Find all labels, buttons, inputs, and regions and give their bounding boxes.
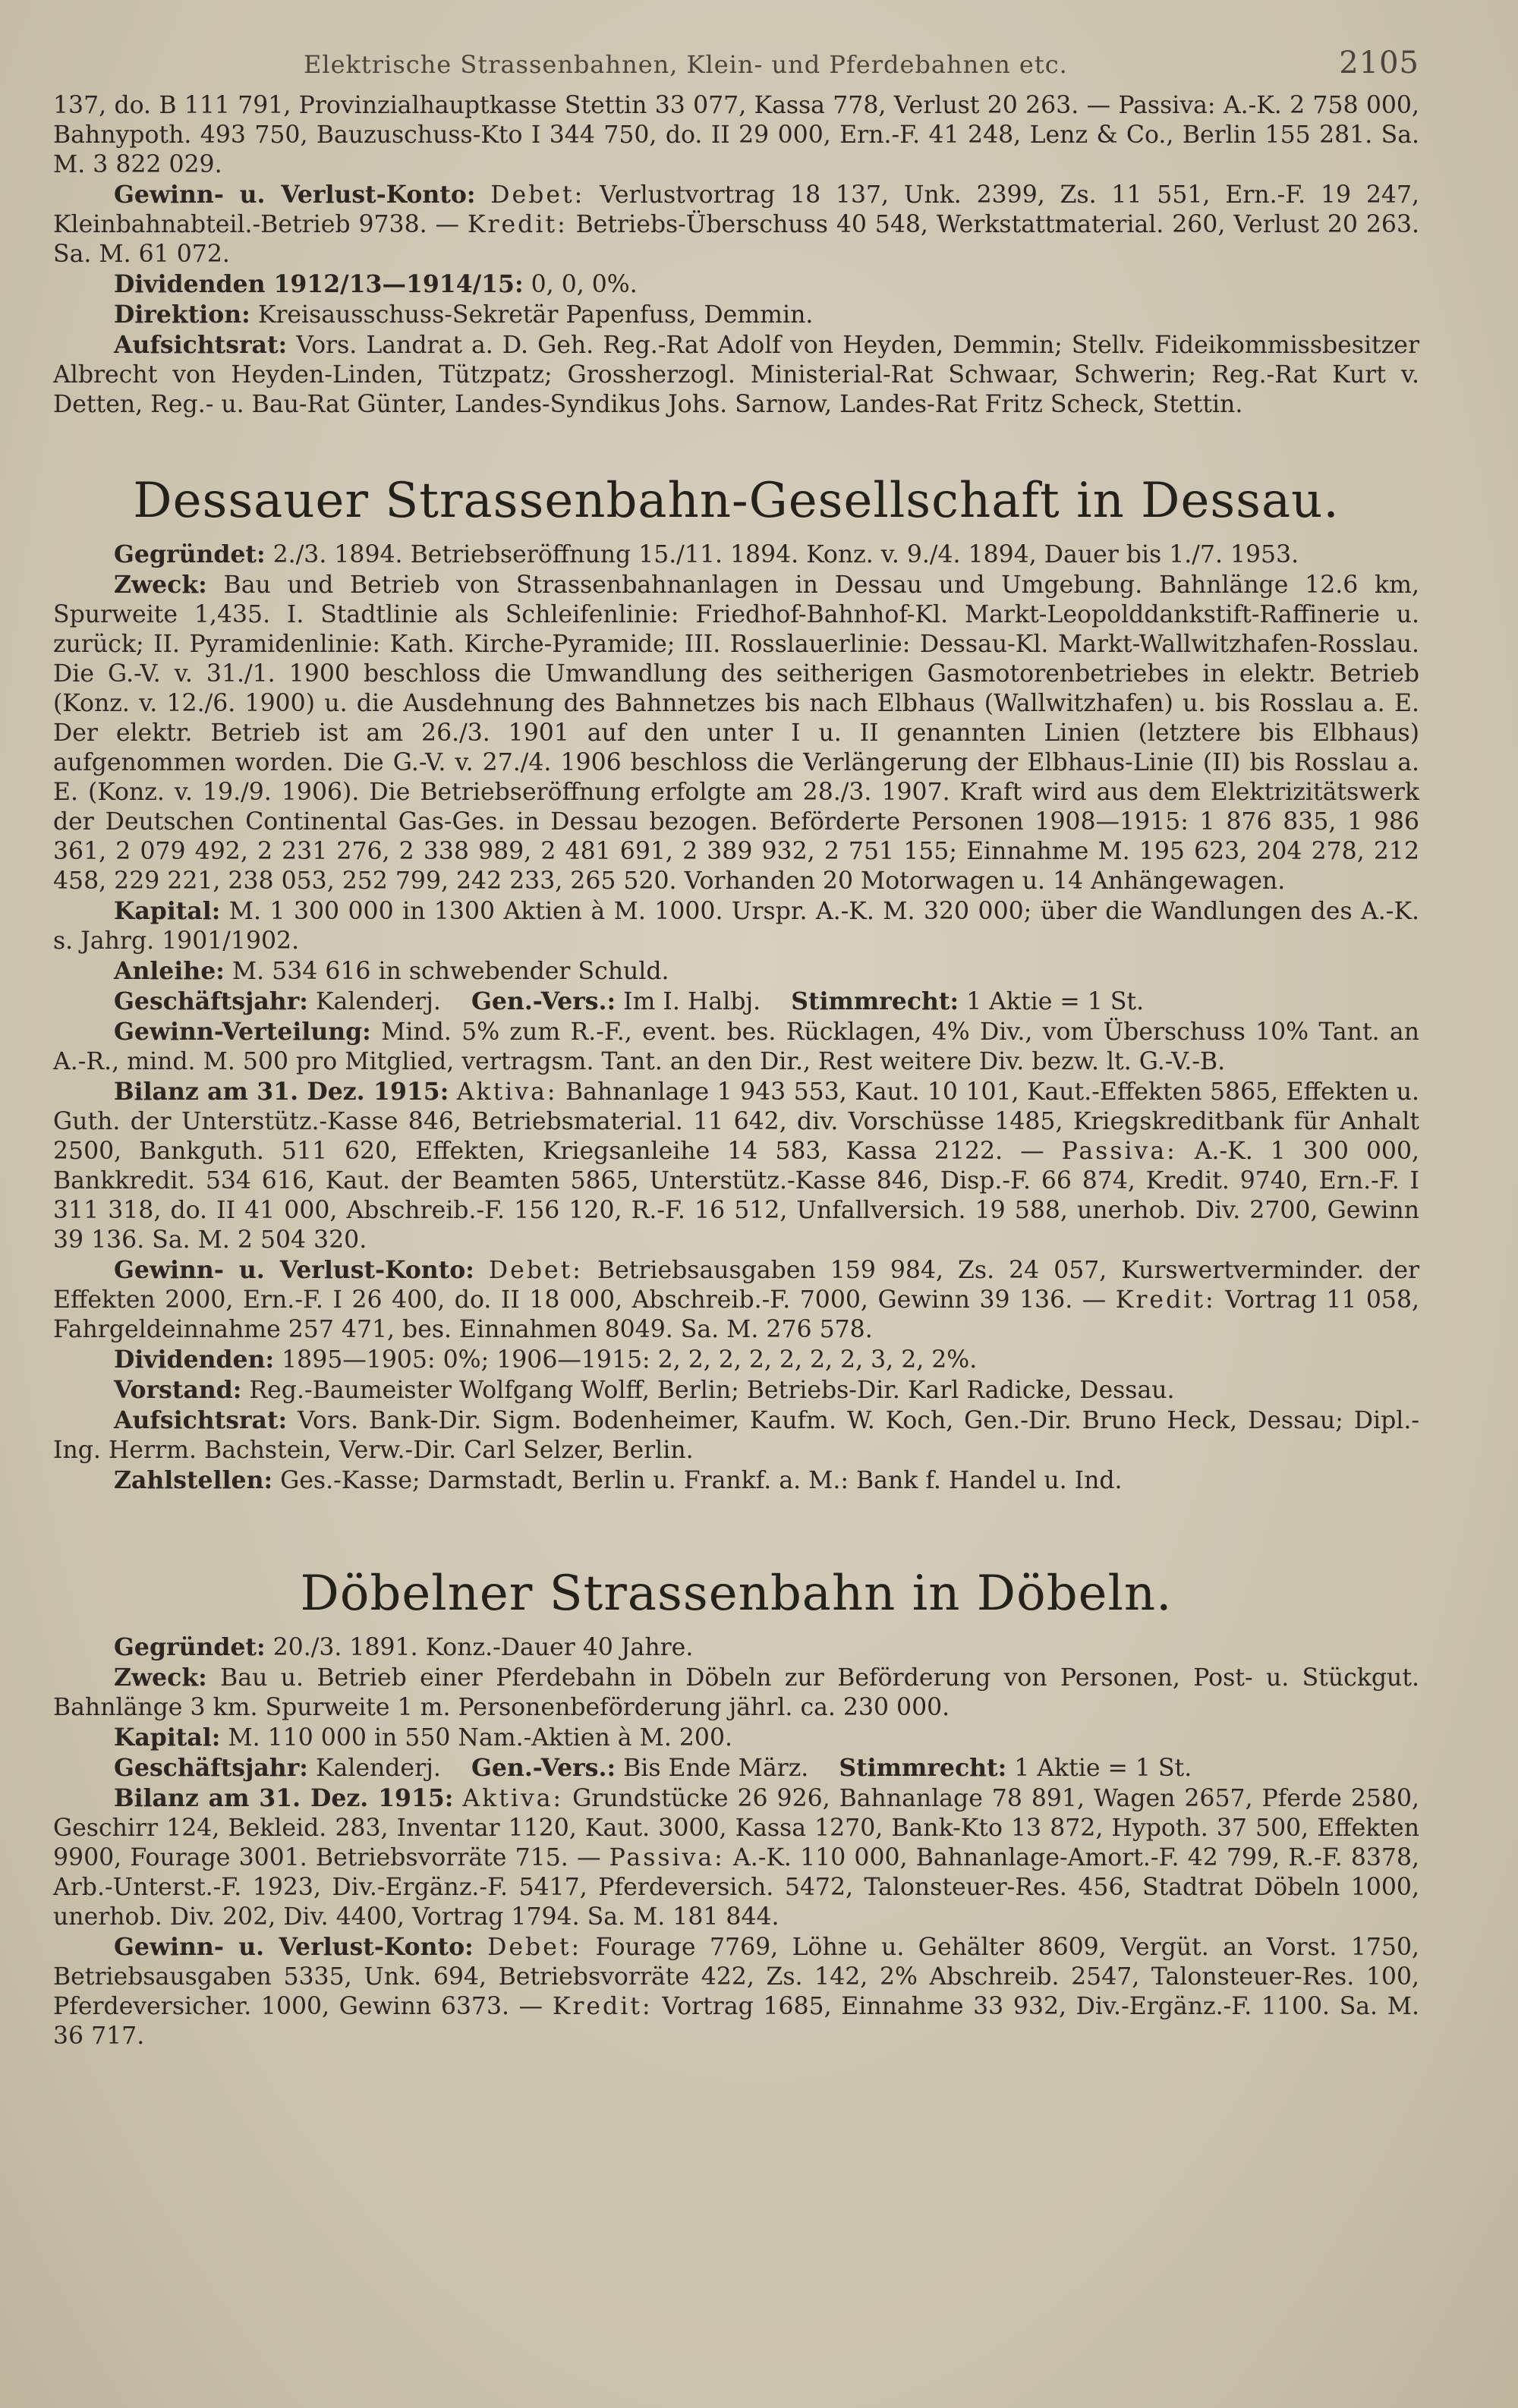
dessau-gj-label: Geschäftsjahr: — [114, 987, 308, 1015]
dessau-board — [53, 1375, 1419, 1405]
doebeln-guv-text1: Fourage 7769, Löhne u. Gehälter 8609, Vergüt. an Vorst. 1750, Betriebsausgaben 5335, Unk. 694, Betriebsvorräte 422, Zs. 142, 2% Abschreib. 2547, Talonsteuer-Res. 100, Pferdeversicher. 1000, Gewinn 6373. — — [53, 1934, 1420, 2020]
doebeln-guv-label: Gewinn- u. Verlust-Konto: — [114, 1933, 474, 1961]
running-title: Elektrische Strassenbahnen, Klein- und Pferdebahnen etc. — [304, 50, 1068, 79]
prev-dir-label: Direktion: — [114, 301, 250, 329]
prev-gv-paragraph — [53, 180, 1419, 269]
doebeln-gj-text: Kalenderj. — [315, 1755, 441, 1782]
doebeln-zweck-text: Bau u. Betrieb einer Pferdebahn in Döbeln zur Beförderung von Personen, Post- u. Stückgut. Bahnlänge 3 km. Spurweite 1 m. Personenbeförderung jährl. ca. 230 000. — [53, 1664, 1419, 1721]
dessau-zweck-label: Zweck: — [114, 571, 207, 599]
dessau-kapital-label: Kapital: — [114, 897, 221, 925]
dessau-capital — [53, 896, 1419, 956]
doebeln-kapital-text: M. 110 000 in 550 Nam.-Aktien à M. 200. — [228, 1724, 733, 1752]
dessau-ar-label: Aufsichtsrat: — [114, 1406, 288, 1434]
dessau-aktiva-label: Aktiva: — [456, 1078, 558, 1106]
dessau-dividends — [53, 1345, 1419, 1375]
previous-entry — [53, 91, 1419, 420]
dessau-guv-label: Gewinn- u. Verlust-Konto: — [114, 1256, 474, 1284]
prev-dividends — [53, 269, 1419, 300]
doebeln-guv-text2: Vortrag 1685, Einnahme 33 932, Div.-Ergänz.-F. 1100. Sa. M. 36 717. — [53, 1993, 1419, 2050]
dessau-loan — [53, 956, 1419, 987]
prev-div-text: 0, 0, 0%. — [531, 271, 638, 298]
dessau-bilanz-label: Bilanz am 31. Dez. 1915: — [114, 1078, 449, 1106]
doebeln-guv-debet: Debet: — [487, 1934, 582, 1961]
doebeln-founded — [53, 1632, 1419, 1663]
prev-gv-kredit: Kredit: — [467, 211, 568, 238]
dessau-balance — [53, 1077, 1419, 1255]
dessau-guv-kredit: Kredit: — [1115, 1286, 1216, 1314]
dessau-bilanz-text1: Bahnanlage 1 943 553, Kaut. 10 101, Kaut.-Effekten 5865, Effekten u. Guth. der Unterstütz.-Kasse 846, Betriebsmaterial. 11 642, div. Vorschüsse 1485, Kriegskreditbank für Anhalt 2500, Bankguth. 511 620, Effekten, Kriegsanleihe 14 583, Kassa 2122. — — [53, 1078, 1420, 1165]
prev-gv-label: Gewinn- u. Verlust-Konto: — [114, 181, 476, 209]
doebeln-meta — [53, 1753, 1419, 1783]
dessau-anleihe-text: M. 534 616 in schwebender Schuld. — [231, 958, 669, 985]
doebeln-gv-text: Bis Ende März. — [623, 1755, 809, 1782]
dessau-guv-text1: Betriebsausgaben 159 984, Zs. 24 057, Kurswertverminder. der Effekten 2000, Ern.-F. I 26 400, do. II 18 000, Abschreib.-F. 7000, Gewinn 39 136. — — [53, 1257, 1420, 1314]
doebeln-zweck-label: Zweck: — [114, 1664, 207, 1692]
dessau-zahl-label: Zahlstellen: — [114, 1466, 273, 1494]
dessau-guv-text2: Vortrag 11 058, Fahrgeldeinnahme 257 471, bes. Einnahmen 8049. Sa. M. 276 578. — [53, 1286, 1420, 1343]
dessau-gv-text: Im I. Halbj. — [623, 988, 761, 1015]
dessau-guv-debet: Debet: — [488, 1257, 583, 1284]
doebeln-bilanz-label: Bilanz am 31. Dez. 1915: — [114, 1784, 454, 1812]
doebeln-bilanz-text1: Grundstücke 26 926, Bahnanlage 78 891, Wagen 2657, Pferde 2580, Geschirr 124, Bekleid. 283, Inventar 1120, Kaut. 3000, Kassa 1270, Bank-Kto 13 872, Hypoth. 37 500, Effekten 9900, Fourage 3001. Betriebsvorräte 715. — — [53, 1785, 1419, 1871]
dessau-div-text: 1895—1905: 0%; 1906—1915: 2, 2, 2, 2, 2, 2, 2, 3, 2, 2%. — [282, 1346, 978, 1374]
doebeln-gegr-label: Gegründet: — [114, 1633, 266, 1661]
dessau-meta — [53, 987, 1419, 1017]
dessau-profit-distribution — [53, 1017, 1419, 1077]
dessau-ar-text: Vors. Bank-Dir. Sigm. Bodenheimer, Kaufm. W. Koch, Gen.-Dir. Bruno Heck, Dessau; Dipl.-Ing. Herrm. Bachstein, Verw.-Dir. Carl Selzer, Berlin. — [53, 1407, 1420, 1464]
doebeln-stimm-label: Stimmrecht: — [839, 1754, 1007, 1782]
dessau-entry — [53, 540, 1419, 1496]
dessau-gegr-label: Gegründet: — [114, 540, 266, 568]
doebeln-balance — [53, 1783, 1419, 1932]
doebeln-aktiva-label: Aktiva: — [462, 1785, 564, 1812]
dessau-vorstand-text: Reg.-Baumeister Wolfgang Wolff, Berlin; Betriebs-Dir. Karl Radicke, Dessau. — [249, 1377, 1175, 1404]
dessau-stimm-text: 1 Aktie = 1 St. — [966, 988, 1145, 1015]
prev-supervisory-board — [53, 330, 1419, 420]
prev-balance-text: 137, do. B 111 791, Provinzialhauptkasse Stettin 33 077, Kassa 778, Verlust 20 263. — Passiva: A.-K. 2 758 000, Bahnypoth. 493 750, Bauzuschuss-Kto I 344 750, do. II 29 000, Ern.-F. 41 248, Lenz & Co., Berlin 155 281. Sa. M. 3 822 029. — [53, 92, 1419, 178]
prev-div-label: Dividenden 1912/13—1914/15: — [114, 270, 524, 298]
prev-ar-text: Vors. Landrat a. D. Geh. Reg.-Rat Adolf von Heyden, Demmin; Stellv. Fideikommissbesitzer Albrecht von Heyden-Linden, Tützpatz; Grossherzogl. Ministerial-Rat Schwaar, Schwerin; Reg.-Rat Kurt v. Detten, Reg.- u. Bau-Rat Günter, Landes-Syndikus Johs. Sarnow, Landes-Rat Fritz Scheck, Stettin. — [53, 332, 1419, 418]
dessau-div-label: Dividenden: — [114, 1346, 275, 1374]
dessau-gj-text: Kalenderj. — [315, 988, 441, 1015]
dessau-kapital-text: M. 1 300 000 in 1300 Aktien à M. 1000. Urspr. A.-K. M. 320 000; über die Wandlungen des A.-K. s. Jahrg. 1901/1902. — [53, 898, 1419, 955]
doebeln-gj-label: Geschäftsjahr: — [114, 1754, 308, 1782]
dessau-zweck-text: Bau und Betrieb von Strassenbahnanlagen in Dessau und Umgebung. Bahnlänge 12.6 km, Spurweite 1,435. I. Stadtlinie als Schleifenlinie: Friedhof-Bahnhof-Kl. Markt-Leopolddankstift-Raffinerie u. zurück; II. Pyramidenlinie: Kath. Kirche-Pyramide; III. Rosslauerlinie: Dessau-Kl. Markt-Wallwitzhafen-Rosslau. Die G.-V. v. 31./1. 1900 beschloss die Umwandlung des seitherigen Gasmotorenbetriebes in elektr. Betrieb (Konz. v. 12./6. 1900) u. die Ausdehnung des Bahnnetzes bis nach Elbhaus (Wallwitzhafen) u. bis Rosslau a. E. Der elektr. Betrieb ist am 26./3. 1901 auf den unter I u. II genannten Linien (letztere bis Elbhaus) aufgenommen worden. Die G.-V. v. 27./4. 1906 beschloss die Verlängerung der Elbhaus-Linie (II) bis Rosslau a. E. (Konz. v. 19./9. 1906). Die Betriebseröffnung erfolgte am 28./3. 1907. Kraft wird aus dem Elektrizitätswerk der Deutschen Continental Gas-Ges. in Dessau bezogen. Beförderte Personen 1908—1915: 1 876 835, 1 986 361, 2 079 492, 2 231 276, 2 338 989, 2 481 691, 2 389 932, 2 751 155; Einnahme M. 195 623, 204 278, 212 458, 229 221, 238 053, 252 799, 242 233, 265 520. Vorhanden 20 Motorwagen u. 14 Anhängewagen. — [53, 571, 1420, 895]
page-number: 2105 — [1339, 46, 1419, 80]
doebeln-kapital-label: Kapital: — [114, 1723, 221, 1752]
doebeln-passiva-label: Passiva: — [609, 1844, 725, 1871]
company-title-doebeln: Döbelner Strassenbahn in Döbeln. — [300, 1566, 1173, 1622]
dessau-gv-label: Gen.-Vers.: — [471, 987, 616, 1015]
dessau-stimm-label: Stimmrecht: — [791, 987, 959, 1015]
dessau-passiva-label: Passiva: — [1061, 1138, 1177, 1165]
prev-dir-text: Kreisausschuss-Sekretär Papenfuss, Demmin. — [257, 301, 814, 329]
doebeln-capital — [53, 1723, 1419, 1753]
dessau-founded — [53, 540, 1419, 570]
dessau-bilanz-text2: A.-K. 1 300 000, Bankkredit. 534 616, Kaut. der Beamten 5865, Unterstütz.-Kasse 846, Disp.-F. 66 874, Kredit. 9740, Ern.-F. I 311 318, do. II 41 000, Abschreib.-F. 156 120, R.-F. 16 512, Unfallversich. 19 588, unerhob. Div. 2700, Gewinn 39 136. Sa. M. 2 504 320. — [53, 1138, 1419, 1254]
dessau-zahl-text: Ges.-Kasse; Darmstadt, Berlin u. Frankf. a. M.: Bank f. Handel u. Ind. — [280, 1467, 1123, 1494]
prev-gv-text2: Betriebs-Überschuss 40 548, Werkstattmaterial. 260, Verlust 20 263. Sa. M. 61 072. — [53, 211, 1419, 268]
dessau-anleihe-label: Anleihe: — [114, 957, 225, 985]
prev-gv-debet: Debet: — [490, 181, 585, 209]
dessau-profit-loss — [53, 1255, 1419, 1345]
dessau-paying-agents — [53, 1465, 1419, 1496]
doebeln-gegr-text: 20./3. 1891. Konz.-Dauer 40 Jahre. — [272, 1634, 694, 1661]
prev-gv-text1: Verlustvortrag 18 137, Unk. 2399, Zs. 11 551, Ern.-F. 19 247, Kleinbahnabteil.-Betrieb 9738. — — [53, 181, 1419, 238]
dessau-supervisory-board — [53, 1405, 1419, 1465]
doebeln-purpose — [53, 1663, 1419, 1723]
doebeln-bilanz-text2: A.-K. 110 000, Bahnanlage-Amort.-F. 42 799, R.-F. 8378, Arb.-Unterst.-F. 1923, Div.-Ergänz.-F. 5417, Pferdeversich. 5472, Talonsteuer-Res. 456, Stadtrat Döbeln 1000, unerhob. Div. 202, Div. 4400, Vortrag 1794. Sa. M. 181 844. — [53, 1844, 1419, 1931]
dessau-gewv-label: Gewinn-Verteilung: — [114, 1018, 371, 1046]
dessau-gewv-text: Mind. 5% zum R.-F., event. bes. Rücklagen, 4% Div., vom Überschuss 10% Tant. an A.-R., mind. M. 500 pro Mitglied, vertragsm. Tant. an den Dir., Rest weitere Div. bezw. lt. G.-V.-B. — [53, 1018, 1419, 1075]
doebeln-gv-label: Gen.-Vers.: — [471, 1754, 616, 1782]
doebeln-profit-loss — [53, 1932, 1419, 2051]
dessau-vorstand-label: Vorstand: — [114, 1376, 242, 1404]
dessau-gegr-text: 2./3. 1894. Betriebseröffnung 15./11. 1894. Konz. v. 9./4. 1894, Dauer bis 1./7. 1953. — [272, 541, 1299, 568]
company-title-dessau: Dessauer Strassenbahn-Gesellschaft in Dessau. — [133, 473, 1340, 529]
doebeln-entry — [53, 1632, 1419, 2051]
prev-ar-label: Aufsichtsrat: — [114, 331, 288, 359]
prev-direction — [53, 300, 1419, 330]
doebeln-stimm-text: 1 Aktie = 1 St. — [1014, 1755, 1192, 1782]
doebeln-guv-kredit: Kredit: — [552, 1993, 653, 2020]
dessau-purpose — [53, 570, 1419, 896]
running-header — [53, 46, 1419, 91]
